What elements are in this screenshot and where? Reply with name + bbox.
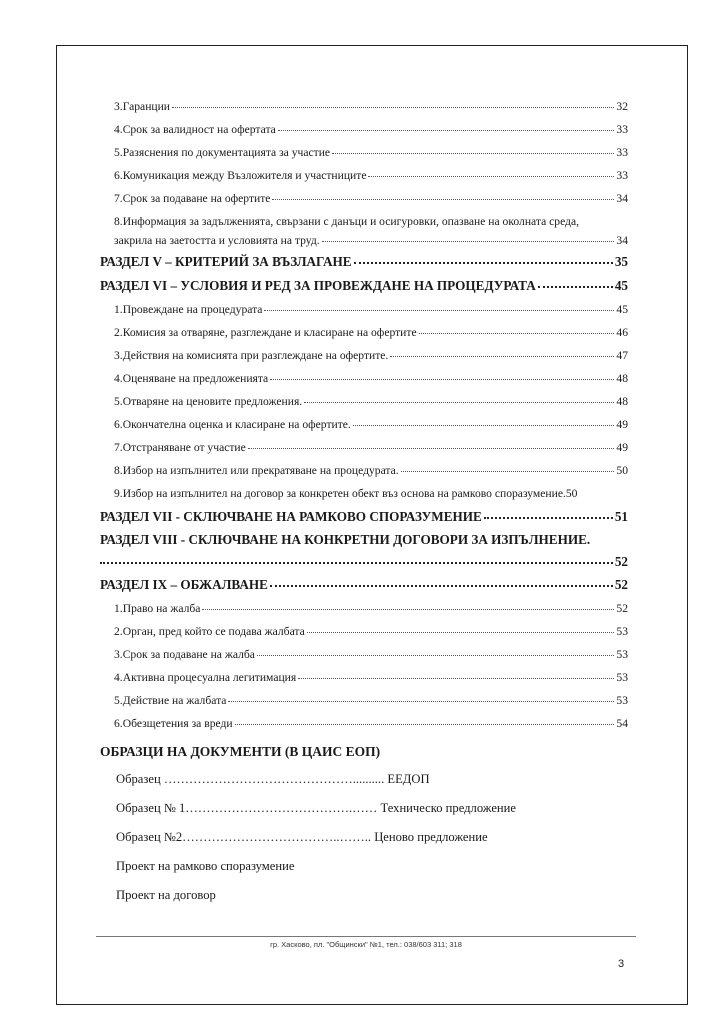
section-title: РАЗДЕЛ VIII - СКЛЮЧВАНЕ НА КОНКРЕТНИ ДОГОВОРИ ЗА ИЗПЪЛНЕНИЕ. <box>100 532 591 547</box>
toc-entry-label-line1: 8.Информация за задълженията, свързани с данъци и осигуровки, опазване на околната среда, <box>114 215 580 228</box>
leader-dots <box>353 416 615 426</box>
toc-entry-page: 34 <box>616 234 628 247</box>
toc-entry[interactable] <box>100 712 628 735</box>
toc-group-a <box>100 95 628 210</box>
toc-entry-page: 53 <box>616 625 628 638</box>
toc-entry[interactable] <box>100 666 628 689</box>
toc-entry-label: 6.Окончателна оценка и класиране на офертите. <box>114 418 351 431</box>
toc-section-vi[interactable] <box>100 274 628 298</box>
toc-entry-label: 4.Оценяване на предложенията <box>114 372 269 385</box>
toc-entry[interactable] <box>100 689 628 712</box>
section-page: 52 <box>614 554 628 569</box>
toc-entry-multiline[interactable] <box>100 212 628 250</box>
toc-entry-page: 34 <box>616 192 628 205</box>
toc-section-viii[interactable] <box>100 529 628 573</box>
toc-entry-page: 33 <box>616 169 628 182</box>
leader-dots <box>538 277 613 288</box>
toc-entry-label: 6.Комуникация между Възложителя и участниците <box>114 169 367 182</box>
toc-entry-page: 53 <box>616 671 628 684</box>
toc-entry-page: 48 <box>616 395 628 408</box>
toc-entry-page: 33 <box>616 123 628 136</box>
section-title: РАЗДЕЛ V – КРИТЕРИЙ ЗА ВЪЗЛАГАНЕ <box>100 254 352 269</box>
footer-divider <box>96 936 636 937</box>
leader-dots <box>270 370 614 380</box>
toc-entry[interactable] <box>100 620 628 643</box>
section-title: РАЗДЕЛ IX – ОБЖАЛВАНЕ <box>100 577 268 592</box>
leader-dots <box>419 324 615 334</box>
leader-dots <box>298 669 614 679</box>
toc-entry-page: 46 <box>616 326 628 339</box>
leader-dots <box>278 121 615 131</box>
toc-section-v[interactable] <box>100 250 628 274</box>
section-page: 51 <box>614 509 628 524</box>
toc-entry-label: 1.Провеждане на процедурата <box>114 303 263 316</box>
toc-entry[interactable] <box>100 298 628 321</box>
leader-dots <box>202 600 614 610</box>
toc-entry-label: 2.Комисия за отваряне, разглеждане и класиране на офертите <box>114 326 417 339</box>
toc-entry-label: 5.Разяснения по документацията за участие <box>114 146 331 159</box>
toc-entry-page: 33 <box>616 146 628 159</box>
toc-entry-page: 49 <box>616 418 628 431</box>
toc-entry[interactable] <box>100 643 628 666</box>
toc-entry-label: 9.Избор на изпълнител на договор за конкретен обект въз основа на рамково споразумение. <box>114 487 566 500</box>
toc-entry-page: 54 <box>616 717 628 730</box>
toc-entry-page: 50 <box>565 487 578 500</box>
leader-dots <box>332 144 614 154</box>
toc-entry-label-line2: закрила на заетостта и условията на труд. <box>114 234 320 247</box>
toc-entry-label: 7.Отстраняване от участие <box>114 441 246 454</box>
toc-entry-page: 47 <box>616 349 628 362</box>
toc-entry-label: 5.Отваряне на ценовите предложения. <box>114 395 303 408</box>
leader-dots <box>322 232 615 242</box>
toc-entry-label: 7.Срок за подаване на офертите <box>114 192 271 205</box>
toc-section-ix[interactable] <box>100 573 628 597</box>
leader-dots <box>248 439 615 449</box>
leader-dots <box>235 715 615 725</box>
toc-entry[interactable] <box>100 344 628 367</box>
toc-entry[interactable] <box>100 187 628 210</box>
toc-entry-page: 50 <box>616 464 628 477</box>
section-page: 52 <box>614 577 628 592</box>
toc-entry[interactable] <box>100 118 628 141</box>
toc-entry-label: 3.Действия на комисията при разглеждане на офертите. <box>114 349 389 362</box>
toc-entry[interactable] <box>100 459 628 482</box>
toc-entry[interactable] <box>100 164 628 187</box>
toc-entry-label: 2.Орган, пред който се подава жалбата <box>114 625 305 638</box>
section-page: 45 <box>614 278 628 293</box>
toc-entry-page: 49 <box>616 441 628 454</box>
toc-entry-label: 4.Активна процесуална легитимация <box>114 671 297 684</box>
sample-item[interactable]: Образец ……………………………………….......... ЕЕДОП <box>116 772 430 786</box>
leader-dots <box>270 576 613 587</box>
toc-entry-page: 45 <box>616 303 628 316</box>
toc-entry-page: 48 <box>616 372 628 385</box>
sample-item[interactable]: Проект на договор <box>116 888 216 902</box>
leader-dots <box>401 462 615 472</box>
toc-entry[interactable] <box>100 597 628 620</box>
section-title: РАЗДЕЛ VII - СКЛЮЧВАНЕ НА РАМКОВО СПОРАЗУМЕНИЕ <box>100 509 482 524</box>
toc-entry-label: 8.Избор на изпълнител или прекратяване на процедурата. <box>114 464 399 477</box>
toc-entry-label: 3.Срок за подаване на жалба <box>114 648 255 661</box>
toc-entry[interactable] <box>100 482 628 505</box>
leader-dots <box>354 253 613 264</box>
samples-list <box>116 765 628 910</box>
leader-dots <box>368 167 614 177</box>
leader-dots <box>272 190 614 200</box>
sample-item[interactable]: Проект на рамково споразумение <box>116 859 295 873</box>
toc-entry-page: 32 <box>616 100 628 113</box>
leader-dots <box>390 347 614 357</box>
section-title: РАЗДЕЛ VI – УСЛОВИЯ И РЕД ЗА ПРОВЕЖДАНЕ НА ПРОЦЕДУРАТА <box>100 278 536 293</box>
sample-item[interactable]: Образец №2………………………………..…….. Ценово предложение <box>116 830 488 844</box>
sample-item[interactable]: Образец № 1………………………………….…… Техническо предложение <box>116 801 516 815</box>
leader-dots <box>484 508 613 519</box>
leader-dots <box>264 301 614 311</box>
toc-entry[interactable] <box>100 95 628 118</box>
toc-entry[interactable] <box>100 436 628 459</box>
footer-address: гр. Хасково, пл. "Общински" №1, тел.: 038/603 311; 318 <box>270 940 462 949</box>
table-of-contents <box>100 95 628 910</box>
samples-heading: ОБРАЗЦИ НА ДОКУМЕНТИ (В ЦАИС ЕОП) <box>100 744 381 759</box>
leader-dots <box>304 393 614 403</box>
toc-entry-label: 5.Действие на жалбата <box>114 694 227 707</box>
leader-dots <box>307 623 615 633</box>
toc-entry-label: 3.Гаранции <box>114 100 171 113</box>
toc-entry[interactable] <box>100 321 628 344</box>
leader-dots <box>172 98 614 108</box>
section-page: 35 <box>614 254 628 269</box>
toc-entry-page: 53 <box>616 648 628 661</box>
toc-entry[interactable] <box>100 367 628 390</box>
leader-dots <box>100 553 613 564</box>
leader-dots <box>228 692 614 702</box>
page-number: 3 <box>618 958 625 970</box>
toc-entry-page: 53 <box>616 694 628 707</box>
toc-entry[interactable] <box>100 390 628 413</box>
toc-entry-label: 1.Право на жалба <box>114 602 201 615</box>
toc-group-c <box>100 597 628 735</box>
toc-section-vii[interactable] <box>100 505 628 529</box>
toc-entry[interactable] <box>100 413 628 436</box>
toc-entry-page: 52 <box>616 602 628 615</box>
toc-group-b <box>100 298 628 505</box>
toc-entry[interactable] <box>100 141 628 164</box>
toc-entry-label: 6.Обезщетения за вреди <box>114 717 233 730</box>
leader-dots <box>257 646 614 656</box>
toc-entry-label: 4.Срок за валидност на офертата <box>114 123 276 136</box>
